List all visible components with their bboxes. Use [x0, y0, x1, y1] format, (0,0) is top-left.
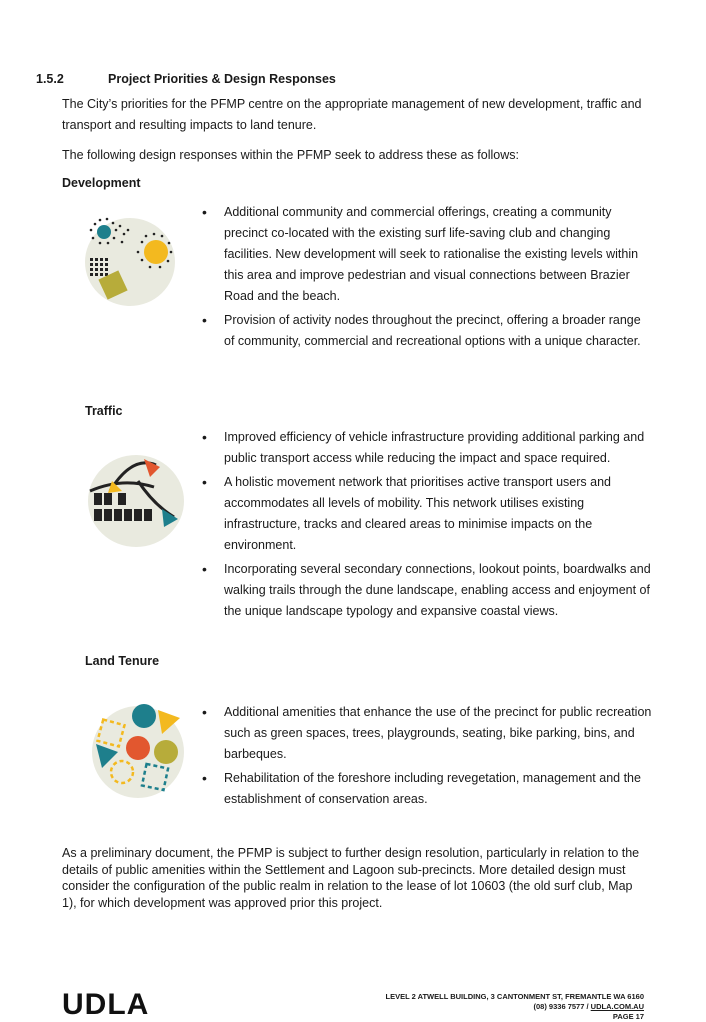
traffic-heading: Traffic	[85, 404, 123, 418]
footer-contact	[386, 992, 645, 1022]
footer-phone-web	[386, 1002, 645, 1012]
footer-website-link[interactable]: UDLA.COM.AU	[590, 1002, 644, 1011]
traffic-bullet: • Improved efficiency of vehicle infrastructure providing additional parking and public transport access while reducing the impact and space required.	[202, 427, 652, 469]
section-number: 1.5.2	[36, 72, 64, 86]
footer-separator: /	[586, 1002, 589, 1011]
land-tenure-list	[202, 702, 652, 813]
traffic-list	[202, 427, 652, 625]
land-tenure-bullet: • Additional amenities that enhance the use of the precinct for public recreation such as green spaces, trees, playgrounds, seating, bike parking, bins, and barbeques.	[202, 702, 652, 765]
footer-address: LEVEL 2 ATWELL BUILDING, 3 CANTONMENT ST, FREMANTLE WA 6160	[385, 992, 644, 1001]
section-heading	[36, 72, 336, 86]
land-tenure-heading: Land Tenure	[85, 654, 160, 668]
closing-paragraph: As a preliminary document, the PFMP is subject to further design resolution, particularly in relation to the details of public amenities within the Settlement and Lagoon sub-precincts. More detailed design must consider the configuration of the public realm in relation to the lease of lot 10603 (the old surf club, Map 1), for which development was approved prior this project.	[62, 846, 640, 910]
udla-logo: UDLA	[62, 988, 150, 1021]
land-tenure-bullet: • Rehabilitation of the foreshore including revegetation, management and the establishment of conservation areas.	[202, 768, 652, 810]
development-heading: Development	[62, 176, 141, 190]
traffic-bullet: • A holistic movement network that prioritises active transport users and accommodates all levels of mobility. This network utilises existing infrastructure, tracks and cleared areas to minimise impacts on the environment.	[202, 472, 652, 556]
section-title: Project Priorities & Design Responses	[108, 72, 336, 86]
development-bullet: • Provision of activity nodes throughout the precinct, offering a broader range of community, commercial and recreational options with a unique character.	[202, 310, 652, 352]
footer-page-number: PAGE 17	[612, 1012, 644, 1021]
intro-paragraph-1: The City’s priorities for the PFMP centre on the appropriate management of new development, traffic and transport and resulting impacts to land tenure.	[62, 97, 642, 132]
land-tenure-illustration-icon	[88, 700, 188, 800]
traffic-illustration-icon	[82, 445, 190, 553]
footer-phone: (08) 9336 7577	[533, 1002, 585, 1011]
traffic-bullet: • Incorporating several secondary connections, lookout points, boardwalks and walking trails through the dune landscape, enabling access and enjoyment of the unique landscape typology and expansive coastal views.	[202, 559, 652, 622]
intro-paragraph-2: The following design responses within the PFMP seek to address these as follows:	[62, 148, 519, 162]
development-list	[202, 202, 652, 355]
development-illustration-icon	[80, 210, 180, 310]
development-bullet: • Additional community and commercial offerings, creating a community precinct co-located with the existing surf life-saving club and changing facilities. New development will seek to rationalise the existing levels within this area and improve pedestrian and visual connections between Brazier Road and the beach.	[202, 202, 652, 307]
